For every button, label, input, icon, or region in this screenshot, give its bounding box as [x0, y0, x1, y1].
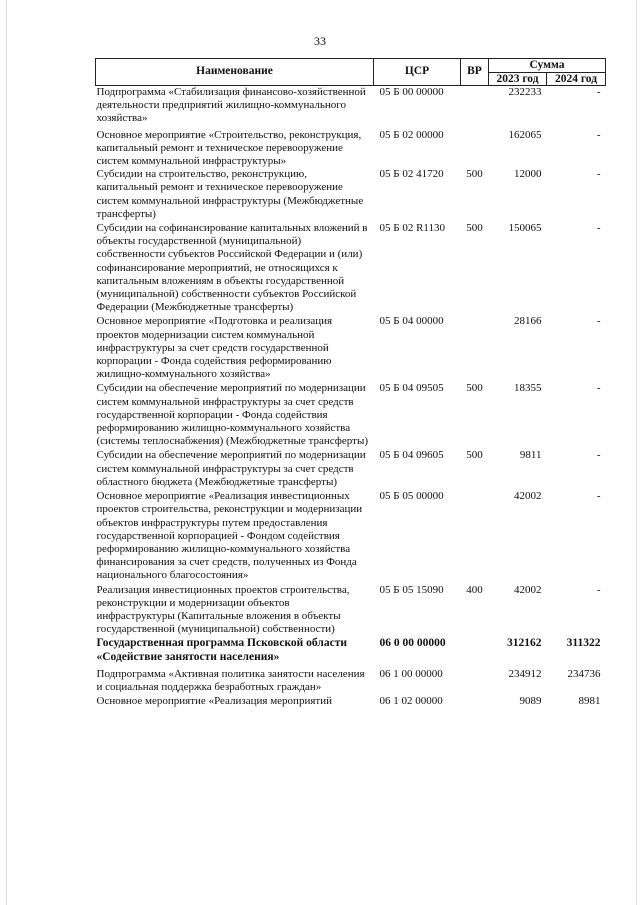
row-vr: 500	[466, 222, 483, 235]
row-name: Основное мероприятие «Реализация мероприятий	[96, 695, 332, 708]
table-row	[96, 222, 606, 315]
row-vr: 500	[466, 449, 483, 462]
row-vr	[461, 315, 489, 382]
row-csr: 06 0 00 00000	[379, 637, 446, 650]
header-name: Наименование	[96, 59, 374, 86]
header-sum: Сумма	[489, 59, 606, 73]
row-sum-2024: 8981	[578, 695, 601, 708]
page-number: 33	[314, 34, 326, 48]
row-sum-2023: 234912	[508, 667, 542, 680]
row-sum-2024: -	[596, 490, 601, 503]
scan-edge-right	[636, 0, 637, 905]
row-csr: 05 Б 04 09505	[379, 382, 444, 395]
row-csr: 05 Б 05 00000	[379, 490, 444, 503]
row-csr: 05 Б 04 00000	[379, 315, 444, 328]
row-sum-2024: 234736	[567, 667, 601, 680]
table-row	[96, 668, 606, 695]
header-year-2024: 2024 год	[547, 72, 606, 86]
row-sum-2023: 42002	[514, 583, 542, 596]
header-csr: ЦСР	[374, 59, 461, 86]
row-sum-2024: -	[596, 168, 601, 181]
row-sum-2023: 18355	[514, 382, 542, 395]
row-name: Субсидии на обеспечение мероприятий по модернизации систем коммунальной инфраструктуры за счет средств областного бюджета (Межбюджетные трансферты)	[96, 449, 366, 488]
row-vr	[461, 86, 489, 129]
row-csr: 05 Б 05 15090	[379, 583, 444, 596]
table-row	[96, 168, 606, 222]
row-sum-2024: -	[596, 583, 601, 596]
row-sum-2023: 12000	[514, 168, 542, 181]
table-row	[96, 382, 606, 449]
row-vr	[461, 129, 489, 169]
row-name: Субсидии на софинансирование капитальных вложений в объекты государственной (муниципальной) собственности субъектов Российской Федерации и (или) софинансирование мероприятий, не относящихся к капитальным вложениям в объекты государственной (муниципальной) собственности субъектов Российской Федерации (Межбюджетные трансферты)	[96, 222, 368, 314]
table-row	[96, 637, 606, 667]
row-sum-2024: -	[596, 86, 601, 98]
row-sum-2024: 311322	[566, 637, 601, 650]
row-name: Субсидии на строительство, реконструкцию, капитальный ремонт и техническое перевооружение систем коммунальной инфраструктуры (Межбюджетные трансферты)	[96, 168, 364, 220]
row-name: Основное мероприятие «Строительство, реконструкция, капитальный ремонт и техническое перевооружение систем коммунальной инфраструктуры»	[96, 128, 362, 168]
table-row	[96, 129, 606, 169]
row-vr	[461, 668, 489, 695]
row-name: Основное мероприятие «Реализация инвестиционных проектов строительства, реконструкции и модернизации объектов инфраструктуры путем предоставления государственной корпорацией - Фондом содействия реформированию жилищно-коммунального хозяйства финансирования за счет средств, полученных из Фонда национального благосостояния»	[96, 490, 363, 582]
row-name: Государственная программа Псковской области «Содействие занятости населения»	[96, 637, 347, 663]
scan-edge-left	[6, 0, 7, 905]
row-csr: 05 Б 02 R1130	[379, 222, 445, 235]
row-sum-2023: 9811	[519, 449, 542, 462]
row-csr: 06 1 00 00000	[379, 667, 443, 680]
row-name: Подпрограмма «Стабилизация финансово-хозяйственной деятельности предприятий жилищно-коммунального хозяйства»	[96, 86, 366, 125]
row-sum-2023: 42002	[514, 490, 542, 503]
row-name: Реализация инвестиционных проектов строительства, реконструкции и модернизации объектов инфраструктуры (Капитальные вложения в объекты государственной (муниципальной) собственности)	[96, 583, 350, 636]
row-sum-2024: -	[596, 128, 601, 141]
row-sum-2023: 9089	[519, 695, 542, 708]
header-year-2023: 2023 год	[489, 72, 547, 86]
row-sum-2023: 232233	[508, 86, 542, 98]
budget-table	[95, 58, 605, 711]
row-sum-2024: -	[596, 449, 601, 462]
row-sum-2023: 162065	[508, 128, 542, 141]
row-vr	[461, 637, 489, 667]
header-vr: ВР	[461, 59, 489, 86]
row-csr: 05 Б 00 00000	[379, 86, 444, 98]
table-row	[96, 449, 606, 490]
row-sum-2024: -	[596, 382, 601, 395]
row-name: Подпрограмма «Активная политика занятости населения и социальная поддержка безработных граждан»	[96, 667, 365, 693]
row-csr: 05 Б 04 09605	[379, 449, 444, 462]
row-sum-2024: -	[596, 315, 601, 328]
row-sum-2023: 312162	[507, 637, 542, 650]
row-sum-2024: -	[596, 222, 601, 235]
table-row	[96, 584, 606, 638]
table-row	[96, 315, 606, 382]
table-row	[96, 86, 606, 129]
row-csr: 06 1 02 00000	[379, 695, 443, 708]
row-csr: 05 Б 02 41720	[379, 168, 444, 181]
table-row	[96, 490, 606, 583]
row-vr: 500	[466, 382, 483, 395]
row-vr: 500	[466, 168, 483, 181]
row-vr	[461, 695, 489, 711]
row-sum-2023: 28166	[514, 315, 542, 328]
row-name: Основное мероприятие «Подготовка и реализация проектов модернизации систем коммунальной инфраструктуры за счет средств государственной корпорации - Фонда содействия реформированию жилищно-коммунального хозяйства»	[96, 315, 333, 381]
table-row	[96, 695, 606, 711]
row-csr: 05 Б 02 00000	[379, 128, 444, 141]
row-sum-2023: 150065	[508, 222, 542, 235]
row-vr	[461, 490, 489, 583]
row-vr: 400	[466, 583, 483, 596]
row-name: Субсидии на обеспечение мероприятий по модернизации систем коммунальной инфраструктуры за счет средств государственной корпорации - Фонда содействия реформированию жилищно-коммунального хозяйства (системы теплоснабжения) (Межбюджетные трансферты)	[96, 382, 368, 448]
